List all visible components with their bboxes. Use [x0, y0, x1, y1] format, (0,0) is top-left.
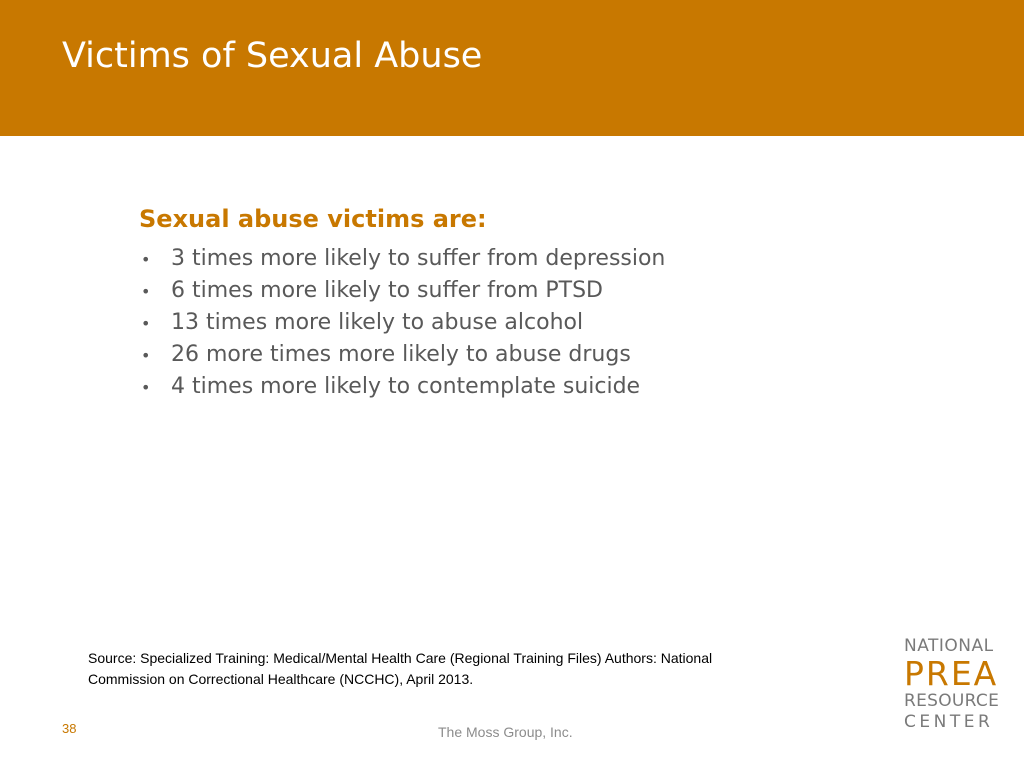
source-citation: Source: Specialized Training: Medical/Mental Health Care (Regional Training Files) Authors: National Commission on Correctional Healthcare (NCCHC), April 2013.: [88, 650, 713, 687]
bullet-text: 4 times more likely to contemplate suicide: [171, 374, 641, 399]
bullet-item: [139, 275, 899, 307]
bullet-item: [139, 371, 899, 403]
bullet-icon: •: [141, 250, 151, 269]
bullet-text: 26 more times more likely to abuse drugs: [171, 342, 631, 367]
logo-line-resource: RESOURCE: [904, 691, 1000, 711]
bullet-icon: •: [141, 378, 151, 397]
bullet-text: 13 times more likely to abuse alcohol: [171, 310, 584, 335]
bullet-item: [139, 339, 899, 371]
slide-title: Victims of Sexual Abuse: [62, 36, 483, 76]
bullet-text: 6 times more likely to suffer from PTSD: [171, 278, 603, 303]
subheading: Sexual abuse victims are:: [139, 205, 487, 233]
bullet-icon: •: [141, 314, 151, 333]
footer-organization: The Moss Group, Inc.: [438, 724, 573, 740]
bullet-text: 3 times more likely to suffer from depression: [171, 246, 666, 271]
national-prea-resource-center-logo: [904, 636, 1014, 733]
bullet-item: [139, 243, 899, 275]
logo-line-prea: PREA: [904, 654, 999, 693]
bullet-list: [139, 243, 899, 403]
slide-number: 38: [62, 721, 77, 736]
bullet-item: [139, 307, 899, 339]
logo-line-center: CENTER: [904, 712, 994, 732]
title-bar: [0, 0, 1024, 136]
bullet-icon: •: [141, 282, 151, 301]
bullet-icon: •: [141, 346, 151, 365]
slide-content: [139, 200, 899, 403]
logo-line-national: NATIONAL: [904, 636, 994, 656]
